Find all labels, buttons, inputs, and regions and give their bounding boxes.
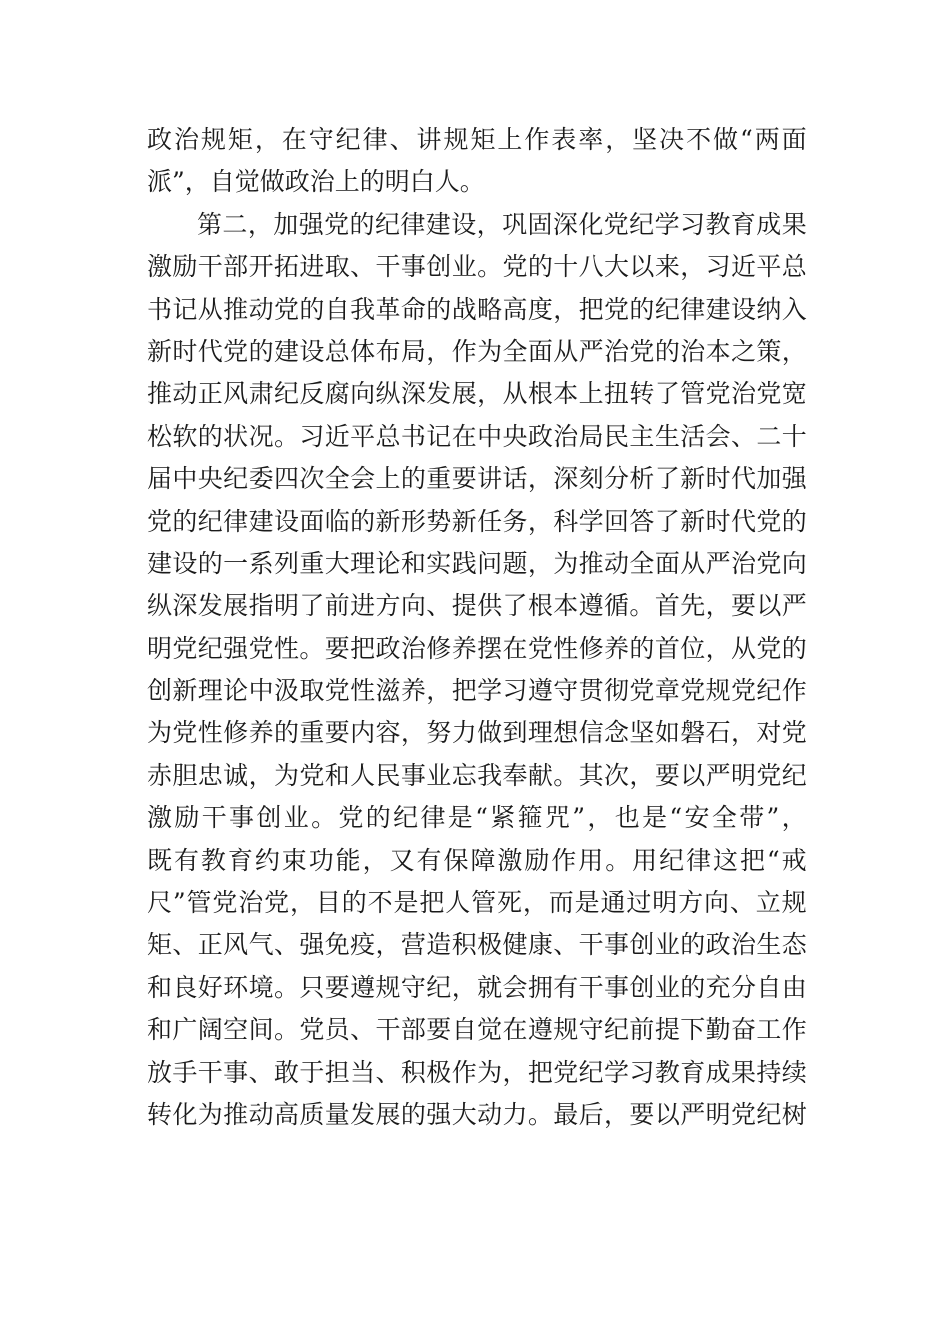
text-line: 矩 、 正 风 气 、 强 免 疫 ， 营 造 积 极 健 康 、 干 事 创 业 的 政 治 生 态 xyxy=(147,930,807,960)
text-line: 赤 胆 忠 诚 ， 为 党 和 人 民 事 业 忘 我 奉 献 。 其 次 ， 要 以 严 明 党 纪 xyxy=(147,760,807,790)
text-line: 派”，自觉做政治上的明白人。 xyxy=(147,167,485,197)
text-line: 推 动 正 风 肃 纪 反 腐 向 纵 深 发 展 ， 从 根 本 上 扭 转 了 管 党 治 党 宽 xyxy=(147,379,807,409)
text-line: 新 时 代 党 的 建 设 总 体 布 局 ， 作 为 全 面 从 严 治 党 的 治 本 之 策 ， xyxy=(147,336,807,366)
text-line: 届 中 央 纪 委 四 次 全 会 上 的 重 要 讲 话 ， 深 刻 分 析 了 新 时 代 加 强 xyxy=(147,464,807,494)
paragraph-first-line: 第 二 ， 加 强 党 的 纪 律 建 设 ， 巩 固 深 化 党 纪 学 习 教 育 成 果 xyxy=(197,209,807,239)
text-line: 既 有 教 育 约 束 功 能 ， 又 有 保 障 激 励 作 用 。 用 纪 律 这 把 “ 戒 xyxy=(147,845,807,875)
body-text xyxy=(147,119,807,1136)
text-line: 建 设 的 一 系 列 重 大 理 论 和 实 践 问 题 ， 为 推 动 全 面 从 严 治 党 向 xyxy=(147,548,807,578)
text-line: 创 新 理 论 中 汲 取 党 性 滋 养 ， 把 学 习 遵 守 贯 彻 党 章 党 规 党 纪 作 xyxy=(147,676,807,706)
text-line: 激 励 干 部 开 拓 进 取 、 干 事 创 业 。 党 的 十 八 大 以 来 ， 习 近 平 总 xyxy=(147,252,807,282)
text-line: 尺 ” 管 党 治 党 ， 目 的 不 是 把 人 管 死 ， 而 是 通 过 明 方 向 、 立 规 xyxy=(147,888,807,918)
text-line: 明 党 纪 强 党 性 。 要 把 政 治 修 养 摆 在 党 性 修 养 的 首 位 ， 从 党 的 xyxy=(147,633,807,663)
text-line: 转 化 为 推 动 高 质 量 发 展 的 强 大 动 力 。 最 后 ， 要 以 严 明 党 纪 树 xyxy=(147,1099,807,1129)
text-line: 和 良 好 环 境 。 只 要 遵 规 守 纪 ， 就 会 拥 有 干 事 创 业 的 充 分 自 由 xyxy=(147,972,807,1002)
text-line: 激 励 干 事 创 业 。 党 的 纪 律 是 “ 紧 箍 咒 ” ， 也 是 “ 安 全 带 ” ， xyxy=(147,803,807,833)
text-line: 纵 深 发 展 指 明 了 前 进 方 向 、 提 供 了 根 本 遵 循 。 首 先 ， 要 以 严 xyxy=(147,591,807,621)
text-line: 党 的 纪 律 建 设 面 临 的 新 形 势 新 任 务 ， 科 学 回 答 了 新 时 代 党 的 xyxy=(147,506,807,536)
text-line: 书 记 从 推 动 党 的 自 我 革 命 的 战 略 高 度 ， 把 党 的 纪 律 建 设 纳 入 xyxy=(147,294,807,324)
text-line: 政 治 规 矩 ， 在 守 纪 律 、 讲 规 矩 上 作 表 率 ， 坚 决 不 做 “ 两 面 xyxy=(147,125,807,154)
text-line: 为 党 性 修 养 的 重 要 内 容 ， 努 力 做 到 理 想 信 念 坚 如 磐 石 ， 对 党 xyxy=(147,718,807,748)
text-line: 放 手 干 事 、 敢 于 担 当 、 积 极 作 为 ， 把 党 纪 学 习 教 育 成 果 持 续 xyxy=(147,1057,807,1087)
text-line: 松 软 的 状 况 。 习 近 平 总 书 记 在 中 央 政 治 局 民 主 生 活 会 、 二 十 xyxy=(147,421,807,451)
text-line: 和 广 阔 空 间 。 党 员 、 干 部 要 自 觉 在 遵 规 守 纪 前 提 下 勤 奋 工 作 xyxy=(147,1015,807,1045)
